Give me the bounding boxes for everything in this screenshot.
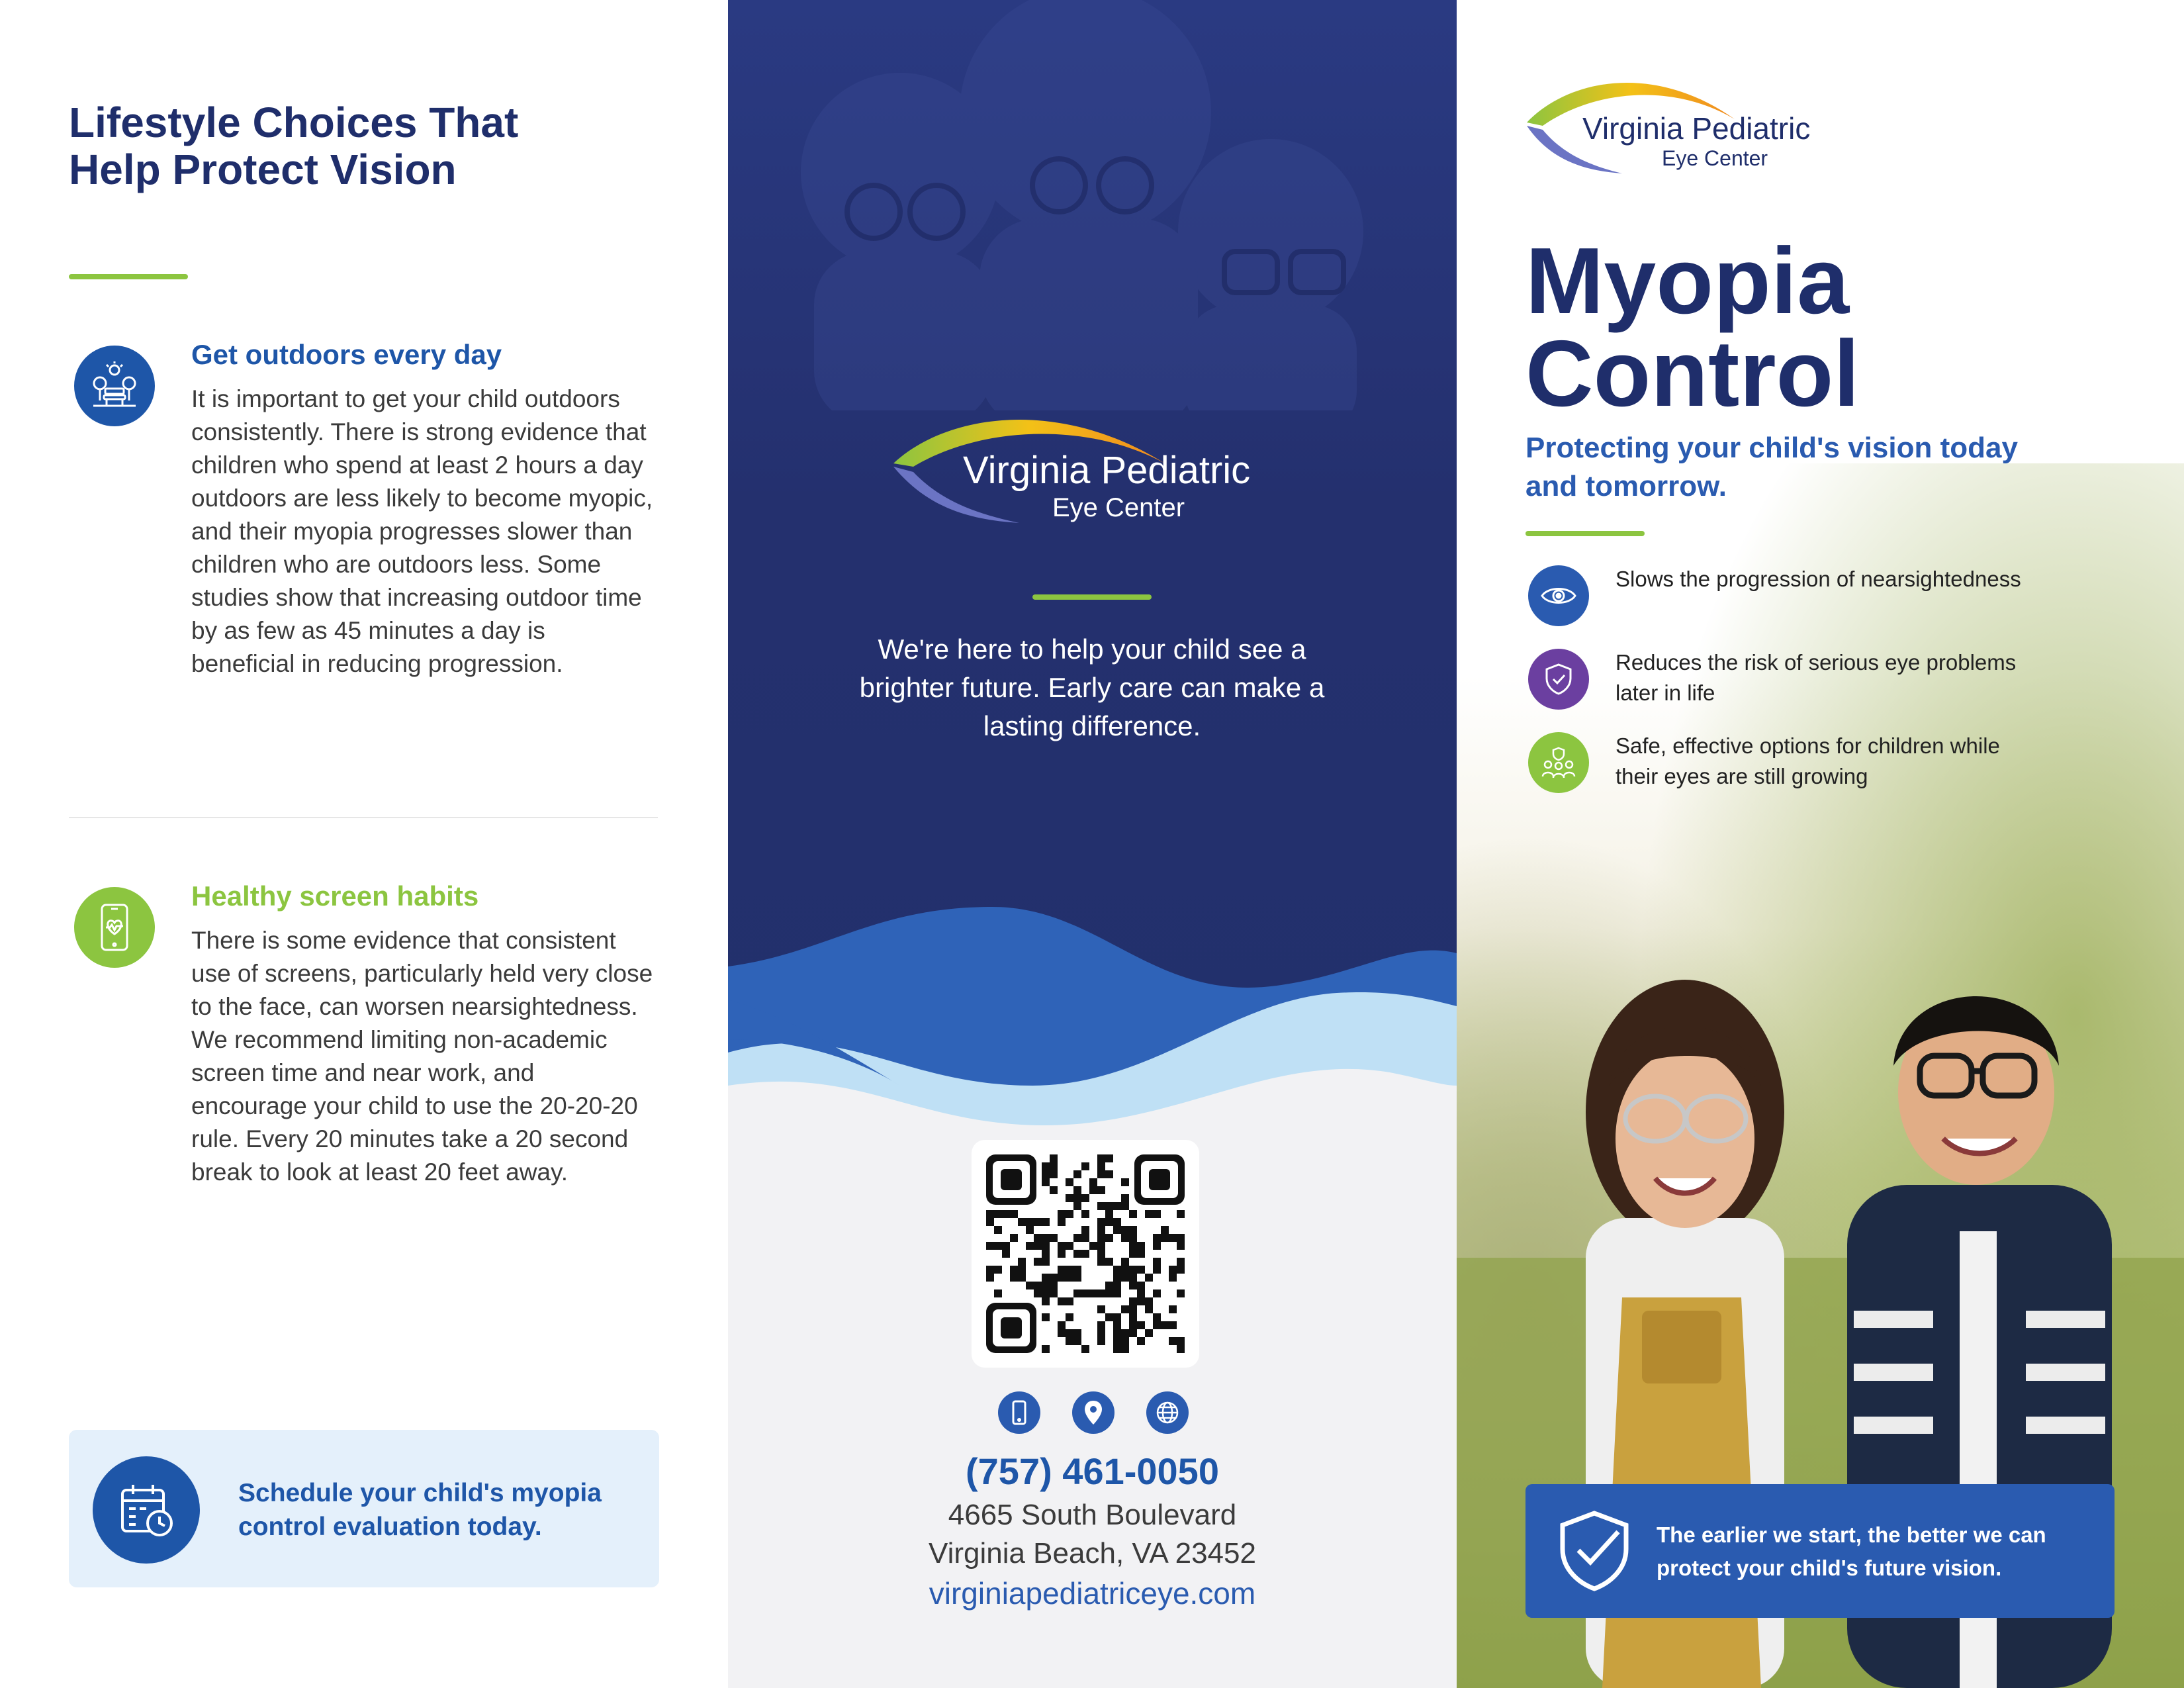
qr-module	[1097, 1154, 1105, 1162]
qr-module	[994, 1210, 1002, 1218]
title-line-1: Myopia	[1525, 228, 1850, 334]
accent-rule	[1032, 594, 1152, 600]
qr-module	[1066, 1337, 1073, 1345]
qr-module	[1121, 1234, 1129, 1242]
qr-module	[1097, 1337, 1105, 1345]
address-line-2: Virginia Beach, VA 23452	[929, 1537, 1256, 1570]
qr-module	[1089, 1178, 1097, 1186]
qr-module	[1097, 1170, 1105, 1178]
qr-module	[1161, 1321, 1169, 1329]
qr-module	[1081, 1226, 1089, 1234]
qr-module	[986, 1210, 994, 1218]
qr-module	[1073, 1186, 1081, 1194]
qr-module	[1066, 1313, 1073, 1321]
qr-module	[1169, 1337, 1177, 1345]
qr-module	[1042, 1345, 1050, 1353]
qr-module	[1010, 1266, 1018, 1274]
qr-module	[1026, 1218, 1034, 1226]
qr-module	[1161, 1234, 1169, 1242]
qr-module	[1097, 1218, 1105, 1226]
qr-module	[986, 1274, 994, 1282]
benefit-text-3: Safe, effective options for children while their eyes are still growing	[1615, 733, 2000, 788]
qr-module	[1034, 1242, 1042, 1250]
qr-module	[1097, 1258, 1105, 1266]
qr-module	[1105, 1154, 1113, 1162]
qr-module	[1010, 1274, 1018, 1282]
qr-module	[1050, 1186, 1058, 1194]
qr-module	[1177, 1266, 1185, 1274]
qr-module	[1113, 1226, 1121, 1234]
qr-module	[1097, 1329, 1105, 1337]
qr-module	[1145, 1297, 1153, 1305]
qr-module	[1066, 1242, 1073, 1250]
children-group-icon	[1528, 732, 1589, 793]
qr-module	[1113, 1321, 1121, 1329]
qr-module	[1145, 1305, 1153, 1313]
qr-module	[1129, 1305, 1137, 1313]
middle-panel	[728, 0, 1457, 1688]
qr-module	[1097, 1226, 1105, 1234]
qr-module	[1113, 1266, 1121, 1274]
qr-module	[1113, 1345, 1121, 1353]
qr-module	[1137, 1297, 1145, 1305]
qr-module	[986, 1242, 994, 1250]
qr-module	[1042, 1289, 1050, 1297]
qr-module	[1042, 1250, 1050, 1258]
qr-module	[994, 1266, 1002, 1274]
qr-module	[1129, 1313, 1137, 1321]
qr-module	[1177, 1345, 1185, 1353]
qr-module	[1042, 1274, 1050, 1282]
qr-module	[1042, 1282, 1050, 1289]
qr-module	[1026, 1226, 1034, 1234]
qr-module	[1042, 1170, 1050, 1178]
qr-module	[1105, 1258, 1113, 1266]
qr-module	[1097, 1321, 1105, 1329]
qr-module	[1121, 1226, 1129, 1234]
qr-module	[1081, 1194, 1089, 1202]
right-panel	[1457, 0, 2184, 1688]
qr-module	[1129, 1282, 1137, 1289]
qr-module	[1066, 1329, 1073, 1337]
qr-module	[1018, 1266, 1026, 1274]
qr-module	[1050, 1154, 1058, 1162]
qr-module	[1113, 1218, 1121, 1226]
qr-module	[1097, 1234, 1105, 1242]
qr-module	[1097, 1289, 1105, 1297]
qr-module	[1002, 1242, 1010, 1250]
qr-module	[1058, 1210, 1066, 1218]
qr-module	[1137, 1250, 1145, 1258]
qr-module	[1121, 1258, 1129, 1266]
qr-module	[1081, 1250, 1089, 1258]
qr-module	[1129, 1266, 1137, 1274]
accent-rule	[69, 274, 188, 279]
qr-module	[1058, 1297, 1066, 1305]
qr-module	[1089, 1242, 1097, 1250]
qr-module	[1113, 1313, 1121, 1321]
qr-module	[1121, 1178, 1129, 1186]
qr-module	[1177, 1289, 1185, 1297]
phone-heart-icon	[74, 887, 155, 968]
qr-module	[1097, 1162, 1105, 1170]
qr-module	[1169, 1266, 1177, 1274]
qr-module	[994, 1289, 1002, 1297]
phone-number[interactable]: (757) 461-0050	[966, 1450, 1219, 1492]
qr-module	[1073, 1329, 1081, 1337]
qr-module	[1058, 1321, 1066, 1329]
qr-module	[1034, 1218, 1042, 1226]
qr-module	[1113, 1337, 1121, 1345]
qr-module	[1121, 1305, 1129, 1313]
qr-module	[1073, 1289, 1081, 1297]
qr-module	[1066, 1266, 1073, 1274]
qr-module	[1002, 1210, 1010, 1218]
qr-module	[1153, 1242, 1161, 1250]
qr-module	[1010, 1210, 1018, 1218]
qr-module	[1121, 1337, 1129, 1345]
qr-module	[1081, 1289, 1089, 1297]
contact-icon-row	[998, 1391, 1190, 1435]
qr-module	[1129, 1321, 1137, 1329]
section-heading-screens: Healthy screen habits	[191, 880, 479, 912]
qr-module	[1034, 1234, 1042, 1242]
qr-code[interactable]	[972, 1140, 1199, 1368]
qr-module	[1105, 1282, 1113, 1289]
logo-name: Virginia Pediatric	[1582, 111, 1811, 146]
qr-module	[1105, 1313, 1113, 1321]
qr-module	[1121, 1345, 1129, 1353]
qr-module	[1073, 1337, 1081, 1345]
schedule-callout	[69, 1430, 659, 1587]
qr-module	[1042, 1258, 1050, 1266]
promise-text: The earlier we start, the better we can protect your child's future vision.	[1657, 1523, 2046, 1580]
qr-module	[1018, 1218, 1026, 1226]
qr-module	[1169, 1234, 1177, 1242]
qr-module	[1129, 1234, 1137, 1242]
logo-name: Virginia Pediatric	[963, 449, 1251, 492]
qr-module	[1153, 1266, 1161, 1274]
subtitle: Protecting your child's vision today and tomorrow.	[1525, 432, 2018, 502]
qr-module	[1058, 1218, 1066, 1226]
address-line-1: 4665 South Boulevard	[948, 1499, 1237, 1531]
qr-module	[1073, 1274, 1081, 1282]
qr-module	[1161, 1226, 1169, 1234]
website-link[interactable]: virginiapediatriceye.com	[929, 1576, 1256, 1611]
qr-module	[1113, 1289, 1121, 1297]
qr-module	[1145, 1274, 1153, 1282]
qr-module	[1042, 1218, 1050, 1226]
qr-module	[986, 1266, 994, 1274]
tagline: We're here to help your child see a brighter future. Early care can make a lasting difference.	[859, 633, 1325, 741]
qr-module	[1073, 1250, 1081, 1258]
qr-module	[1105, 1289, 1113, 1297]
qr-module	[1177, 1210, 1185, 1218]
qr-module	[1034, 1282, 1042, 1289]
qr-module	[1113, 1274, 1121, 1282]
qr-module	[1026, 1242, 1034, 1250]
qr-module	[1121, 1202, 1129, 1210]
qr-module	[1153, 1210, 1161, 1218]
left-panel	[0, 0, 728, 1688]
qr-module	[1042, 1178, 1050, 1186]
wave-divider	[728, 887, 1457, 1139]
qr-module	[1153, 1289, 1161, 1297]
qr-module	[1073, 1234, 1081, 1242]
qr-module	[1058, 1266, 1066, 1274]
location-pin-icon[interactable]	[1072, 1391, 1115, 1434]
page-title	[1525, 228, 2121, 426]
qr-module	[1177, 1258, 1185, 1266]
qr-module	[1066, 1297, 1073, 1305]
section-body-screens: There is some evidence that consistent use of screens, particularly held very close to the face, can worsen nearsightedness. We recommend limiting non-academic screen time and near work, and encourage your child to use the 20-20-20 rule. Every 20 minutes take a 20 second break to look at least 20 feet away.	[191, 927, 653, 1186]
qr-module	[1050, 1289, 1058, 1297]
qr-module	[1129, 1210, 1137, 1218]
qr-module	[1073, 1266, 1081, 1274]
eye-icon	[1528, 565, 1589, 626]
qr-module	[1169, 1274, 1177, 1282]
qr-module	[1034, 1289, 1042, 1297]
qr-module	[1177, 1234, 1185, 1242]
accent-rule	[1525, 531, 1645, 536]
qr-module	[1113, 1329, 1121, 1337]
qr-module	[1018, 1258, 1026, 1266]
phone-icon[interactable]	[998, 1391, 1040, 1434]
qr-module	[1129, 1226, 1137, 1234]
qr-module	[1177, 1337, 1185, 1345]
qr-module	[1153, 1321, 1161, 1329]
qr-module	[1169, 1305, 1177, 1313]
calendar-clock-icon	[93, 1456, 200, 1564]
qr-module	[1097, 1305, 1105, 1313]
qr-module	[1073, 1194, 1081, 1202]
qr-module	[1137, 1321, 1145, 1329]
qr-module	[1066, 1210, 1073, 1218]
qr-module	[1097, 1202, 1105, 1210]
qr-module	[1026, 1282, 1034, 1289]
qr-module	[1097, 1242, 1105, 1250]
qr-module	[1137, 1266, 1145, 1274]
qr-module	[1066, 1274, 1073, 1282]
qr-module	[1050, 1274, 1058, 1282]
qr-module	[1129, 1250, 1137, 1258]
qr-module	[1058, 1250, 1066, 1258]
title-line-2: Control	[1525, 321, 1860, 426]
qr-module	[1058, 1274, 1066, 1282]
qr-module	[1129, 1329, 1137, 1337]
qr-module	[1034, 1258, 1042, 1266]
qr-module	[1137, 1242, 1145, 1250]
qr-module	[1145, 1329, 1153, 1337]
promise-callout	[1525, 1484, 2115, 1618]
qr-module	[1010, 1234, 1018, 1242]
qr-module	[1018, 1274, 1026, 1282]
logo-sub: Eye Center	[1052, 493, 1185, 522]
qr-module	[1145, 1210, 1153, 1218]
qr-module	[1129, 1274, 1137, 1282]
practice-logo	[1523, 60, 1893, 185]
section-body-outdoors: It is important to get your child outdoors consistently. There is strong evidence that children who spend at least 2 hours a day outdoors are less likely to become myopic, and their myopia progresses slower than children who are outdoors less. Some studies show that increasing outdoor time by as few as 45 minutes a day is beneficial in reducing progression.	[191, 385, 653, 677]
qr-module	[1129, 1297, 1137, 1305]
qr-module	[1105, 1210, 1113, 1218]
qr-module	[1105, 1218, 1113, 1226]
qr-module	[1097, 1186, 1105, 1194]
qr-module	[1058, 1329, 1066, 1337]
practice-logo	[887, 394, 1377, 539]
qr-module	[1137, 1337, 1145, 1345]
qr-module	[1002, 1250, 1010, 1258]
qr-module	[1042, 1297, 1050, 1305]
qr-module	[1105, 1170, 1113, 1178]
qr-module	[1066, 1178, 1073, 1186]
qr-module	[1050, 1170, 1058, 1178]
qr-module	[1081, 1162, 1089, 1170]
qr-module	[1066, 1194, 1073, 1202]
qr-module	[1105, 1202, 1113, 1210]
qr-module	[994, 1226, 1002, 1234]
qr-module	[1058, 1242, 1066, 1250]
qr-module	[1121, 1274, 1129, 1282]
qr-module	[994, 1242, 1002, 1250]
qr-module	[1089, 1289, 1097, 1297]
logo-sub: Eye Center	[1662, 146, 1768, 170]
globe-icon[interactable]	[1146, 1391, 1189, 1434]
qr-module	[1042, 1242, 1050, 1250]
qr-module	[1073, 1170, 1081, 1178]
qr-module	[1050, 1234, 1058, 1242]
qr-module	[1073, 1202, 1081, 1210]
qr-module	[1121, 1329, 1129, 1337]
benefit-text-1: Slows the progression of nearsightedness	[1615, 567, 2021, 591]
qr-module	[1153, 1258, 1161, 1266]
qr-module	[1050, 1282, 1058, 1289]
qr-module	[986, 1218, 994, 1226]
qr-module	[1121, 1194, 1129, 1202]
shield-check-icon	[1555, 1509, 1634, 1593]
schedule-callout-text: Schedule your child's myopia control evaluation today.	[238, 1479, 602, 1541]
qr-module	[1081, 1345, 1089, 1353]
park-bench-icon	[74, 346, 155, 426]
qr-module	[1137, 1282, 1145, 1289]
qr-module	[1121, 1266, 1129, 1274]
section-divider	[69, 817, 658, 818]
qr-module	[1169, 1321, 1177, 1329]
benefit-text-2: Reduces the risk of serious eye problems later in life	[1615, 650, 2017, 705]
qr-module	[1105, 1234, 1113, 1242]
qr-module	[1042, 1313, 1050, 1321]
children-photo-overlay	[728, 0, 1457, 410]
qr-module	[1177, 1242, 1185, 1250]
qr-module	[1153, 1234, 1161, 1242]
qr-module	[1137, 1289, 1145, 1297]
qr-module	[1113, 1202, 1121, 1210]
qr-module	[1081, 1234, 1089, 1242]
qr-module	[1081, 1210, 1089, 1218]
qr-module	[1042, 1162, 1050, 1170]
qr-module	[1113, 1282, 1121, 1289]
qr-module	[1050, 1162, 1058, 1170]
qr-module	[1097, 1250, 1105, 1258]
qr-module	[1153, 1313, 1161, 1321]
shield-check-icon	[1528, 649, 1589, 710]
panel-title: Lifestyle Choices That Help Protect Vision	[69, 99, 519, 193]
qr-module	[1042, 1234, 1050, 1242]
qr-module	[1089, 1186, 1097, 1194]
qr-module	[1129, 1242, 1137, 1250]
section-heading-outdoors: Get outdoors every day	[191, 339, 502, 370]
